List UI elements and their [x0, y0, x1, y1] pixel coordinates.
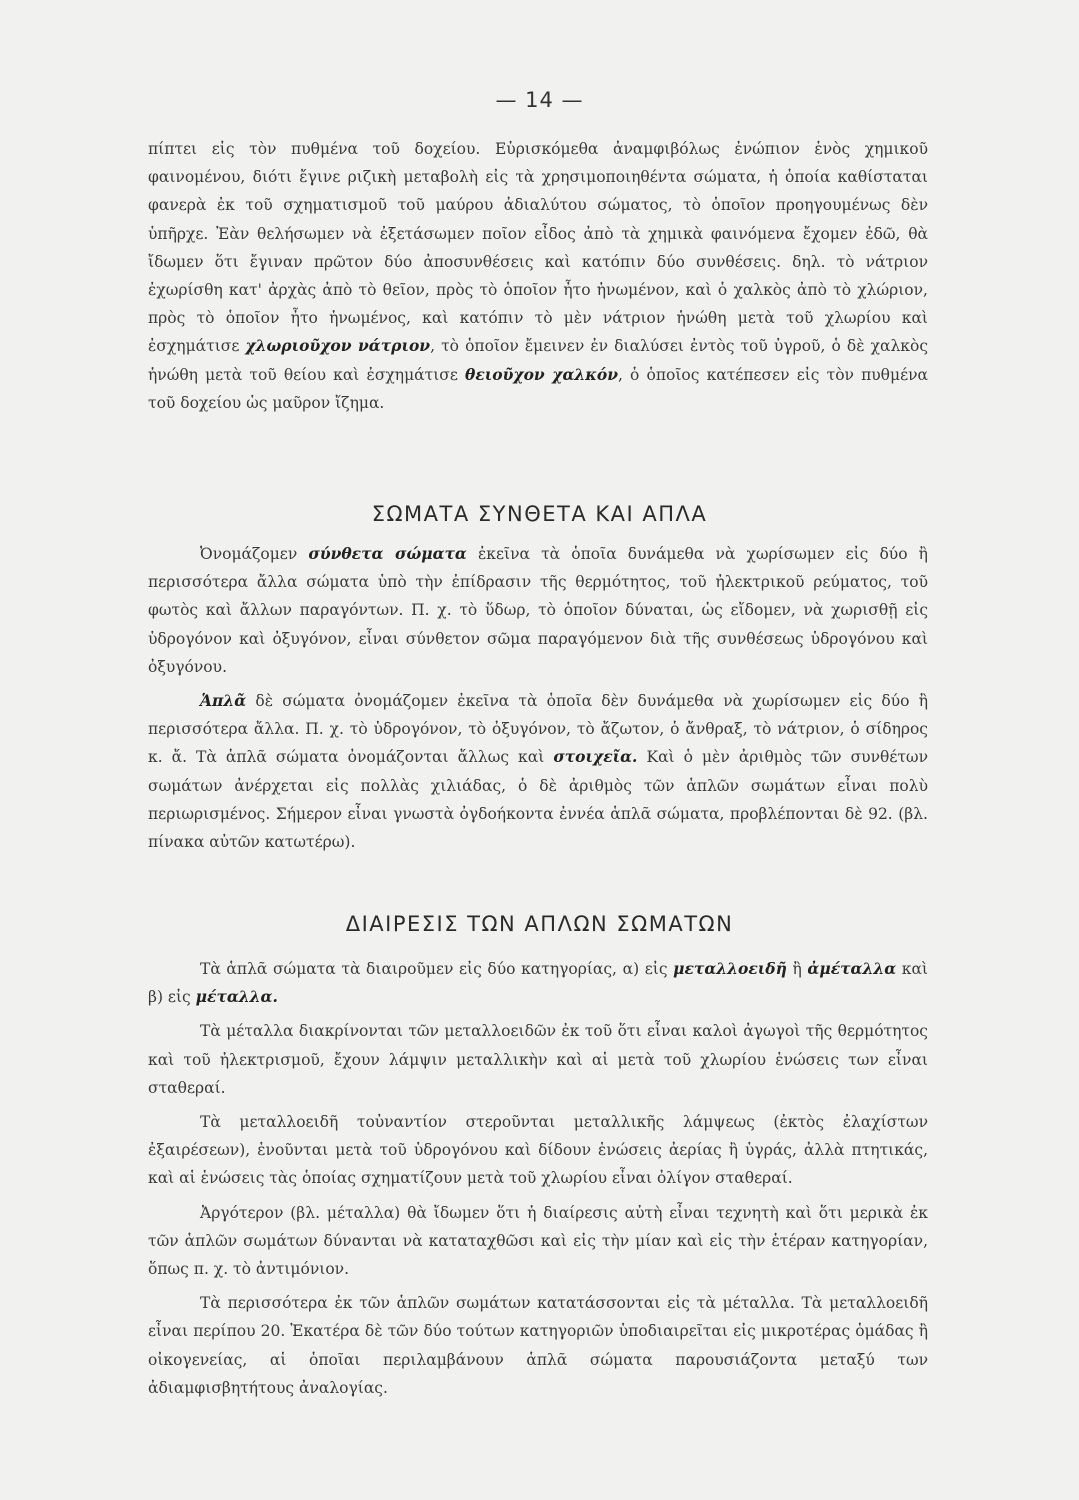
compound-text-1: Ὀνομάζομεν [200, 545, 298, 563]
division-text-1: Τὰ ἁπλᾶ σώματα τὰ διαιροῦμεν εἰς δύο κατηγορίας, α) εἰς [200, 960, 668, 978]
page-number: — 14 — [495, 88, 584, 112]
division-text-2: ἢ [792, 960, 802, 978]
compound-bodies-paragraph [148, 540, 928, 681]
section2-text-block [148, 955, 928, 1402]
intro-text-1: πίπτει εἰς τὸν πυθμένα τοῦ δοχείου. Εὑρισκόμεθα ἀναμφιβόλως ἐνώπιον ἑνὸς χημικοῦ φαινομένου, διότι ἔγινε ριζικὴ μεταβολὴ εἰς τὰ χρησιμοποιηθέντα σώματα, ἡ ὁποία καθίσταται φανερὰ ἐκ τοῦ σχηματισμοῦ τοῦ μαύρου ἀδιαλύτου σώματος, τὸ ὁποῖον προηγουμένως δὲν ὑπῆρχε. Ἐὰν θελήσωμεν νὰ ἐξετάσωμεν ποῖον εἶδος ἀπὸ τὰ χημικὰ φαινόμενα ἔχομεν ἐδῶ, θὰ ἴδωμεν ὅτι ἔγιναν πρῶτον δύο ἀποσυνθέσεις καὶ κατόπιν δύο συνθέσεις. δηλ. τὸ νάτριον ἐχωρίσθη κατ' ἀρχὰς ἀπὸ τὸ θεῖον, πρὸς τὸ ὁποῖον ἦτο ἡνωμένον, καὶ ὁ χαλκὸς ἀπὸ τὸ χλώριον, πρὸς τὸ ὁποῖον ἦτο ἡνωμένος, καὶ κατόπιν τὸ μὲν νάτριον ἡνώθη μετὰ τοῦ χλωρίου καὶ ἐσχημάτισε [148, 140, 928, 356]
intro-text-2: , τὸ ὁποῖον ἔμεινεν ἐν διαλύσει ἐντὸς τοῦ ὑγροῦ, ὁ δὲ χαλκὸς ἡνώθη μετὰ τοῦ θείου καὶ ἐσχημάτισε [148, 337, 929, 384]
simple-bodies-paragraph [148, 687, 928, 856]
artificial-division-paragraph: Ἀργότερον (βλ. μέταλλα) θὰ ἴδωμεν ὅτι ἡ διαίρεσις αὐτὴ εἶναι τεχνητὴ καὶ ὅτι μερικὰ ἐκ τῶν ἁπλῶν σωμάτων δύνανται νὰ καταταχθῶσι καὶ εἰς τὴν μίαν καὶ εἰς τὴν ἑτέραν κατηγορίαν, ὅπως π. χ. τὸ ἀντιμόνιον. [148, 1203, 928, 1279]
term-metals: μέταλλα. [195, 987, 278, 1007]
term-nonmetals: ἀμέταλλα [807, 959, 897, 978]
term-copper-sulfide: θειοῦχον χαλκόν [465, 364, 618, 384]
metals-paragraph: Τὰ μέταλλα διακρίνονται τῶν μεταλλοειδῶν ἐκ τοῦ ὅτι εἶναι καλοὶ ἀγωγοὶ τῆς θερμότητος καὶ τοῦ ἠλεκτρισμοῦ, ἔχουν λάμψιν μεταλλικὴν καὶ αἱ μετὰ τοῦ χλωρίου ἑνώσεις των εἶναι σταθεραί. [148, 1022, 928, 1097]
metalloids-paragraph: Τὰ μεταλλοειδῆ τοὐναντίον στεροῦνται μεταλλικῆς λάμψεως (ἐκτὸς ἐλαχίστων ἐξαιρέσεων), ἑνοῦνται μετὰ τοῦ ὑδρογόνου καὶ δίδουν ἑνώσεις ἀερίας ἢ ὑγράς, ἀλλὰ πτητικάς, καὶ αἱ ἑνώσεις τὰς ὁποίας σχηματίζουν μετὰ τοῦ χλωρίου εἶναι ὀλίγον σταθεραί. [148, 1113, 928, 1188]
term-sodium-chloride: χλωριοῦχον νάτριον [245, 336, 431, 356]
section-heading-compound-simple: ΣΩΜΑΤΑ ΣΥΝΘΕΤΑ ΚΑΙ ΑΠΛΑ [371, 502, 708, 526]
division-paragraph [148, 955, 928, 1011]
term-elements: στοιχεῖα. [553, 747, 638, 767]
simple-text-2: Καὶ ὁ μὲν ἀριθμὸς τῶν συνθέτων σωμάτων ἀνέρχεται εἰς πολλὰς χιλιάδας, ὁ δὲ ἀριθμὸς τῶν ἁπλῶν σωμάτων εἶναι πολὺ περιωρισμένος. Σήμερον εἶναι γνωστὰ ὀγδοήκοντα ἐννέα ἁπλᾶ σώματα, προβλέπονται δὲ 92. (βλ. πίνακα αὐτῶν κατωτέρω). [148, 748, 928, 852]
term-metalloids: μεταλλοειδῆ [673, 959, 787, 978]
compound-text-2: ἐκεῖνα τὰ ὁποῖα δυνάμεθα νὰ χωρίσωμεν εἰς δύο ἢ περισσότερα ἄλλα σώματα ὑπὸ τὴν ἐπίδρασιν τῆς θερμότητος, τοῦ ἠλεκτρικοῦ ρεύματος, τοῦ φωτὸς καὶ ἄλλων παραγόντων. Π. χ. τὸ ὕδωρ, τὸ ὁποῖον δύναται, ὡς εἴδομεν, νὰ χωρισθῇ εἰς ὑδρογόνον καὶ ὀξυγόνον, εἶναι σύνθετον σῶμα παραγόμενον διὰ τῆς συνθέσεως ὑδρογόνου καὶ ὀξυγόνου. [148, 545, 928, 676]
simple-text-1: δὲ σώματα ὀνομάζομεν ἐκεῖνα τὰ ὁποῖα δὲν δυνάμεθα νὰ χωρίσωμεν εἰς δύο ἢ περισσότερα ἄλλα. Π. χ. τὸ ὑδρογόνον, τὸ ὀξυγόνον, τὸ ἄζωτον, ὁ ἄνθραξ, τὸ νάτριον, ὁ σίδηρος κ. ἄ. Τὰ ἁπλᾶ σώματα ὀνομάζονται ἄλλως καὶ [148, 692, 928, 767]
section1-text-block [148, 540, 928, 856]
division-text-3: καὶ β) εἰς [148, 960, 928, 1007]
term-compound-bodies: σύνθετα σώματα [308, 544, 467, 563]
section-heading-division: ΔΙΑΙΡΕΣΙΣ ΤΩΝ ΑΠΛΩΝ ΣΩΜΑΤΩΝ [345, 912, 734, 936]
intro-paragraph-block [148, 135, 928, 417]
intro-text-3: , ὁ ὁποῖος κατέπεσεν εἰς τὸν πυθμένα τοῦ δοχείου ὡς μαῦρον ἴζημα. [148, 365, 929, 412]
intro-paragraph [148, 135, 928, 417]
term-simple: Ἁπλᾶ [200, 691, 247, 711]
families-paragraph: Τὰ περισσότερα ἐκ τῶν ἁπλῶν σωμάτων κατατάσσονται εἰς τὰ μέταλλα. Τὰ μεταλλοειδῆ εἶναι περίπου 20. Ἑκατέρα δὲ τῶν δύο τούτων κατηγοριῶν ὑποδιαιρεῖται εἰς μικροτέρας ὁμάδας ἢ οἰκογενείας, αἱ ὁποῖαι περιλαμβάνουν ἁπλᾶ σώματα παρουσιάζοντα μεταξύ των ἀδιαμφισβητήτους ἀναλογίας. [148, 1294, 928, 1397]
